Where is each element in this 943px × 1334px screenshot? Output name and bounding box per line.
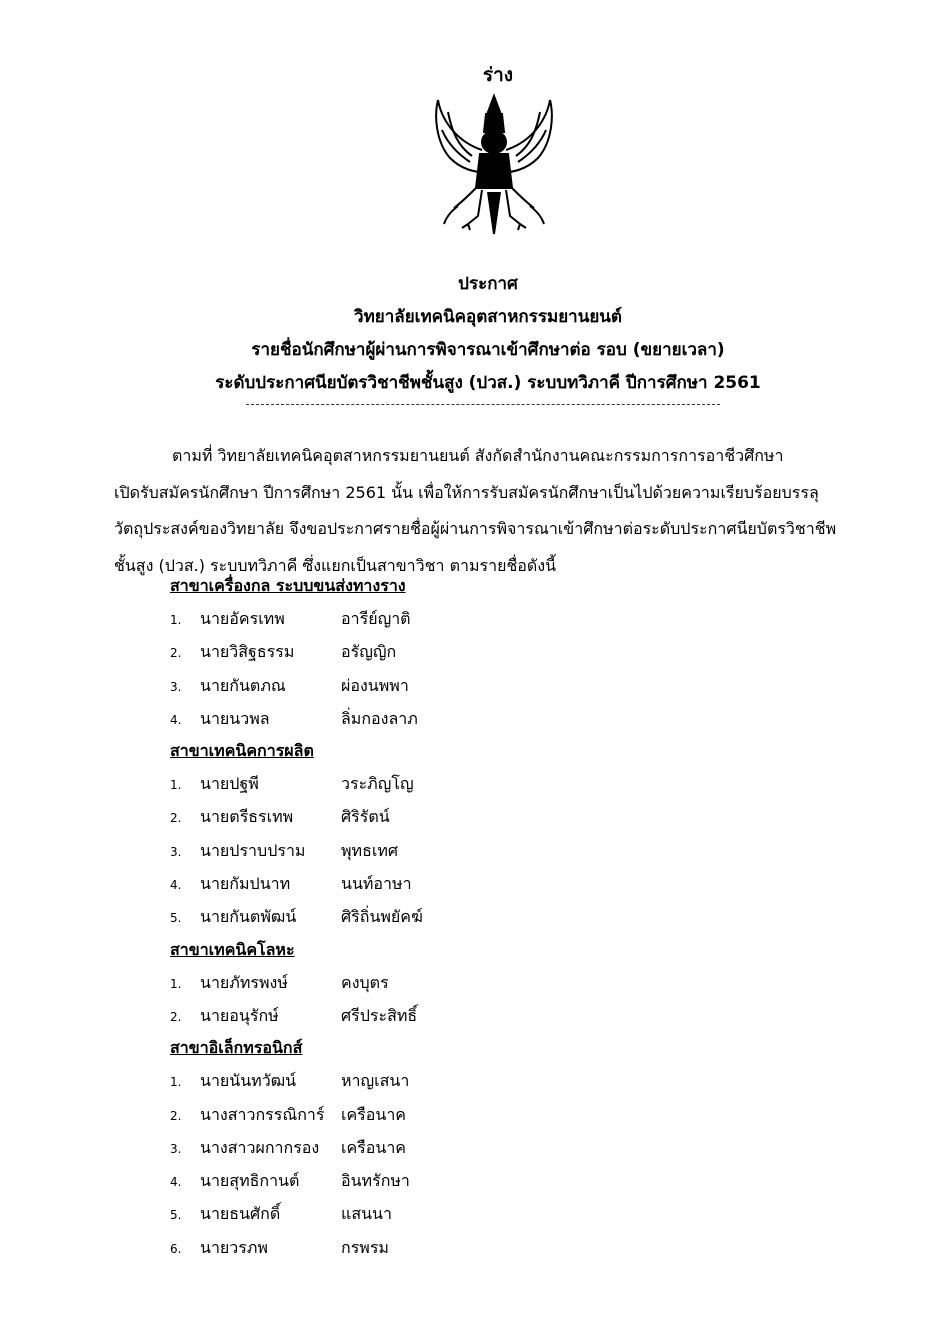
- row-number: 4.: [170, 878, 182, 893]
- student-row: [170, 1197, 570, 1230]
- student-row: [170, 867, 570, 900]
- row-number: 3.: [170, 679, 182, 694]
- row-number: 3.: [170, 844, 182, 859]
- header-subject: รายชื่อนักศึกษาผู้ผ่านการพิจารณาเข้าศึกษาต่อ รอบ (ขยายเวลา): [251, 340, 725, 360]
- header-level: ระดับประกาศนียบัตรวิชาชีพชั้นสูง (ปวส.) ระบบทวิภาคี ปีการศึกษา 2561: [215, 373, 761, 393]
- paragraph-line: เปิดรับสมัครนักศึกษา ปีการศึกษา 2561 นั้น เพื่อให้การรับสมัครนักศึกษาเป็นไปด้วยความเรียบร้อยบรรลุ: [114, 482, 819, 502]
- student-first-name: นายธนศักดิ์: [200, 1204, 281, 1224]
- student-first-name: นางสาวผกากรอง: [200, 1137, 320, 1157]
- student-first-name: นายวรภพ: [200, 1237, 268, 1257]
- student-last-name: นนท์อาษา: [341, 874, 412, 894]
- student-first-name: นายสุทธิกานต์: [200, 1171, 300, 1191]
- student-last-name: อรัญญิก: [341, 642, 397, 662]
- student-first-name: นางสาวกรรณิการ์: [200, 1104, 325, 1124]
- header-title: ประกาศ: [458, 274, 518, 294]
- student-last-name: เครือนาค: [341, 1104, 406, 1124]
- student-row: [170, 1231, 570, 1264]
- row-number: 1.: [170, 976, 182, 991]
- student-row: [170, 1131, 570, 1164]
- student-last-name: หาญเสนา: [341, 1071, 410, 1091]
- student-last-name: อินทรักษา: [341, 1171, 410, 1191]
- section-title: สาขาอิเล็กทรอนิกส์: [170, 1038, 303, 1058]
- section-title: สาขาเครื่องกล ระบบขนส่งทางราง: [170, 576, 406, 595]
- divider-line: [246, 404, 720, 405]
- student-first-name: นายปฐพี: [200, 774, 259, 794]
- student-last-name: ศิริถิ่นพยัคฆ์: [341, 907, 423, 927]
- student-last-name: แสนนา: [341, 1204, 392, 1224]
- row-number: 1.: [170, 613, 182, 627]
- student-last-name: ลิ่มกองลาภ: [341, 708, 418, 728]
- student-last-name: วระภิญโญ: [341, 774, 414, 794]
- row-number: 5.: [170, 911, 182, 926]
- student-last-name: กรพรม: [341, 1237, 389, 1257]
- student-first-name: นายปราบปราม: [200, 840, 306, 860]
- student-first-name: นายวิสิฐธรรม: [200, 642, 295, 662]
- student-row: [170, 1164, 570, 1197]
- row-number: 4.: [170, 712, 182, 727]
- student-last-name: พุทธเทศ: [341, 840, 399, 860]
- row-number: 5.: [170, 1208, 182, 1223]
- row-number: 3.: [170, 1141, 182, 1156]
- student-last-name: อารีย์ญาติ: [341, 609, 411, 628]
- student-last-name: ผ่องนพพา: [341, 675, 409, 695]
- student-sections: [170, 570, 570, 1264]
- section-title: สาขาเทคนิคโลหะ: [170, 939, 295, 959]
- student-first-name: นายกัมปนาท: [200, 874, 291, 894]
- student-row: [170, 966, 570, 999]
- paragraph-line: วัตถุประสงค์ของวิทยาลัย จึงขอประกาศรายชื่อผู้ผ่านการพิจารณาเข้าศึกษาต่อระดับประกาศนียบัตรวิชาชีพ: [114, 519, 837, 538]
- student-last-name: คงบุตร: [341, 972, 389, 992]
- student-row: [170, 767, 570, 800]
- student-row: [170, 1064, 570, 1097]
- row-number: 6.: [170, 1241, 182, 1256]
- student-first-name: นายนันทวัฒน์: [200, 1071, 297, 1091]
- row-number: 1.: [170, 1075, 182, 1090]
- student-row: [170, 1098, 570, 1131]
- student-first-name: นายตรีธรเทพ: [200, 807, 294, 827]
- garuda-emblem-icon: [428, 92, 560, 242]
- student-first-name: นายอัครเทพ: [200, 609, 285, 628]
- student-first-name: นายอนุรักษ์: [200, 1005, 279, 1025]
- student-row: [170, 999, 570, 1032]
- student-first-name: นายนวพล: [200, 708, 270, 728]
- header-college: วิทยาลัยเทคนิคอุตสาหกรรมยานยนต์: [354, 307, 622, 327]
- section-title: สาขาเทคนิคการผลิต: [170, 741, 314, 761]
- paragraph-line: ชั้นสูง (ปวส.) ระบบทวิภาคี ซึ่งแยกเป็นสาขาวิชา ตามรายชื่อดังนี้: [114, 555, 557, 575]
- student-row: [170, 602, 570, 635]
- student-last-name: เครือนาค: [341, 1137, 406, 1157]
- announcement-header: [0, 268, 943, 400]
- student-row: [170, 635, 570, 668]
- row-number: 4.: [170, 1175, 182, 1190]
- draft-label: ร่าง: [482, 64, 514, 86]
- announcement-paragraph: [114, 438, 860, 584]
- row-number: 2.: [170, 646, 182, 661]
- student-row: [170, 800, 570, 833]
- student-row: [170, 834, 570, 867]
- paragraph-line: ตามที่ วิทยาลัยเทคนิคอุตสาหกรรมยานยนต์ สังกัดสำนักงานคณะกรรมการการอาชีวศึกษา: [172, 446, 784, 465]
- student-last-name: ศิริรัตน์: [341, 807, 390, 827]
- student-first-name: นายกันตภณ: [200, 675, 286, 695]
- row-number: 2.: [170, 1009, 182, 1024]
- student-row: [170, 669, 570, 702]
- student-first-name: นายภัทรพงษ์: [200, 972, 288, 992]
- row-number: 2.: [170, 1108, 182, 1123]
- row-number: 1.: [170, 778, 182, 793]
- student-last-name: ศรีประสิทธิ์: [341, 1005, 418, 1025]
- student-row: [170, 900, 570, 933]
- student-first-name: นายกันตพัฒน์: [200, 907, 297, 927]
- row-number: 2.: [170, 811, 182, 826]
- student-row: [170, 702, 570, 735]
